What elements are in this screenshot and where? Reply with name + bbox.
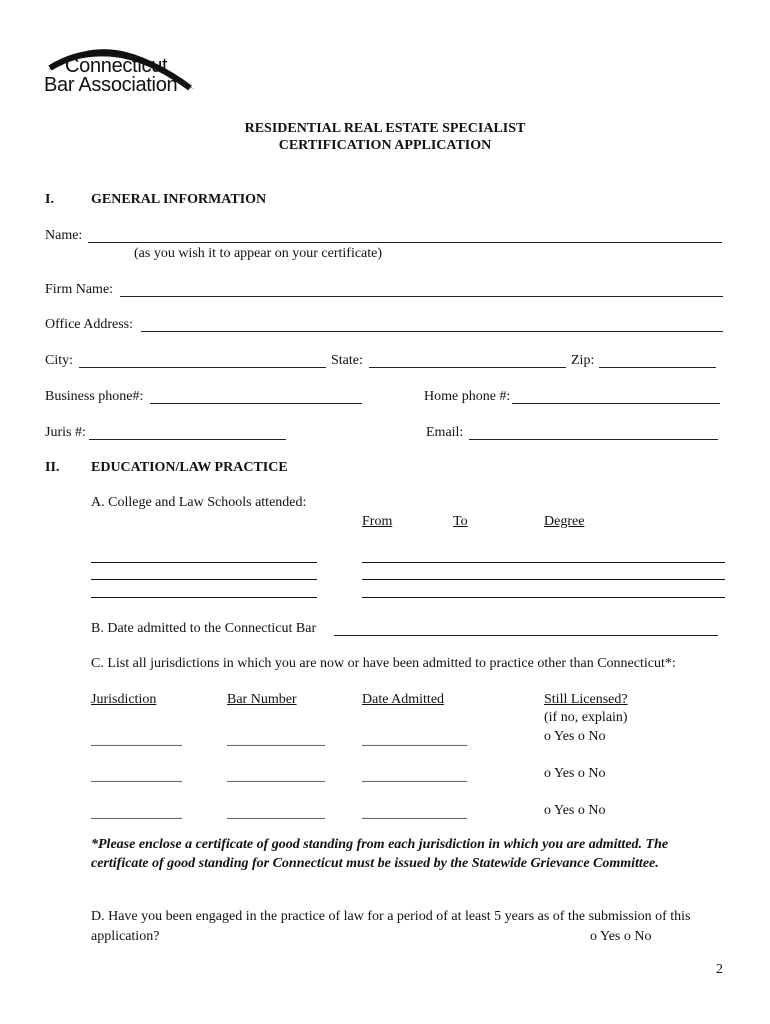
school-name-field[interactable] bbox=[91, 597, 317, 598]
school-dates-field[interactable] bbox=[362, 562, 725, 563]
logo-line2: Bar Association bbox=[44, 74, 178, 96]
practice-question-line2: application? bbox=[91, 929, 160, 944]
date-admitted-ct-label: B. Date admitted to the Connecticut Bar bbox=[91, 621, 317, 636]
jurisdiction-field[interactable]: _____________ bbox=[91, 733, 182, 748]
office-field[interactable] bbox=[141, 331, 723, 332]
still-licensed-options[interactable]: o Yes o No bbox=[544, 803, 606, 818]
jurisdictions-label: C. List all jurisdictions in which you are now or have been admitted to practice other than Connecticut*: bbox=[91, 656, 676, 671]
col-bar-number: Bar Number bbox=[227, 692, 297, 707]
practice-question-line1: D. Have you been engaged in the practice of law for a period of at least 5 years as of the submission of this bbox=[91, 909, 691, 924]
col-to: To bbox=[453, 514, 468, 529]
date-admitted-field[interactable]: _______________ bbox=[362, 806, 467, 821]
date-admitted-ct-field[interactable] bbox=[334, 635, 718, 636]
logo-line1: Connecticut bbox=[65, 55, 168, 77]
bar-number-field[interactable]: ______________ bbox=[227, 806, 325, 821]
section2-heading: EDUCATION/LAW PRACTICE bbox=[91, 460, 288, 475]
city-field[interactable] bbox=[79, 367, 326, 368]
zip-field[interactable] bbox=[599, 367, 716, 368]
bar-number-field[interactable]: ______________ bbox=[227, 733, 325, 748]
name-field[interactable] bbox=[88, 242, 722, 243]
firm-label: Firm Name: bbox=[45, 282, 114, 297]
jurisdiction-field[interactable]: _____________ bbox=[91, 806, 182, 821]
page-number: 2 bbox=[716, 962, 723, 977]
email-label: Email: bbox=[426, 425, 464, 440]
home-phone-label: Home phone #: bbox=[424, 389, 511, 404]
col-jurisdiction: Jurisdiction bbox=[91, 692, 157, 707]
juris-label: Juris #: bbox=[45, 425, 86, 440]
col-if-no: (if no, explain) bbox=[544, 710, 628, 725]
section1-heading: GENERAL INFORMATION bbox=[91, 192, 267, 207]
jurisdiction-field[interactable]: _____________ bbox=[91, 769, 182, 784]
col-from: From bbox=[362, 514, 393, 529]
state-label: State: bbox=[331, 353, 363, 368]
title-line2: CERTIFICATION APPLICATION bbox=[278, 138, 492, 153]
name-label: Name: bbox=[45, 228, 83, 243]
practice-yes-no-options[interactable]: o Yes o No bbox=[590, 929, 652, 944]
section1-number: I. bbox=[45, 192, 54, 207]
schools-label: A. College and Law Schools attended: bbox=[91, 495, 307, 510]
juris-field[interactable] bbox=[89, 439, 286, 440]
school-name-field[interactable] bbox=[91, 562, 317, 563]
school-dates-field[interactable] bbox=[362, 579, 725, 580]
good-standing-note-line2: certificate of good standing for Connecticut must be issued by the Statewide Grievance Committee. bbox=[91, 856, 659, 871]
col-still-licensed: Still Licensed? bbox=[544, 692, 628, 707]
business-phone-label: Business phone#: bbox=[45, 389, 144, 404]
office-label: Office Address: bbox=[45, 317, 133, 332]
zip-label: Zip: bbox=[571, 353, 595, 368]
section2-number: II. bbox=[45, 460, 60, 475]
email-field[interactable] bbox=[469, 439, 718, 440]
still-licensed-options[interactable]: o Yes o No bbox=[544, 729, 606, 744]
state-field[interactable] bbox=[369, 367, 566, 368]
school-dates-field[interactable] bbox=[362, 597, 725, 598]
bar-number-field[interactable]: ______________ bbox=[227, 769, 325, 784]
good-standing-note-line1: *Please enclose a certificate of good standing from each jurisdiction in which you are admitted. The bbox=[91, 837, 669, 852]
business-phone-field[interactable] bbox=[150, 403, 362, 404]
date-admitted-field[interactable]: _______________ bbox=[362, 733, 467, 748]
city-label: City: bbox=[45, 353, 74, 368]
col-degree: Degree bbox=[544, 514, 585, 529]
title-line1: RESIDENTIAL REAL ESTATE SPECIALIST bbox=[244, 121, 526, 136]
firm-field[interactable] bbox=[120, 296, 723, 297]
name-note: (as you wish it to appear on your certificate) bbox=[134, 246, 383, 261]
home-phone-field[interactable] bbox=[512, 403, 720, 404]
still-licensed-options[interactable]: o Yes o No bbox=[544, 766, 606, 781]
col-date-admitted: Date Admitted bbox=[362, 692, 445, 707]
school-name-field[interactable] bbox=[91, 579, 317, 580]
date-admitted-field[interactable]: _______________ bbox=[362, 769, 467, 784]
